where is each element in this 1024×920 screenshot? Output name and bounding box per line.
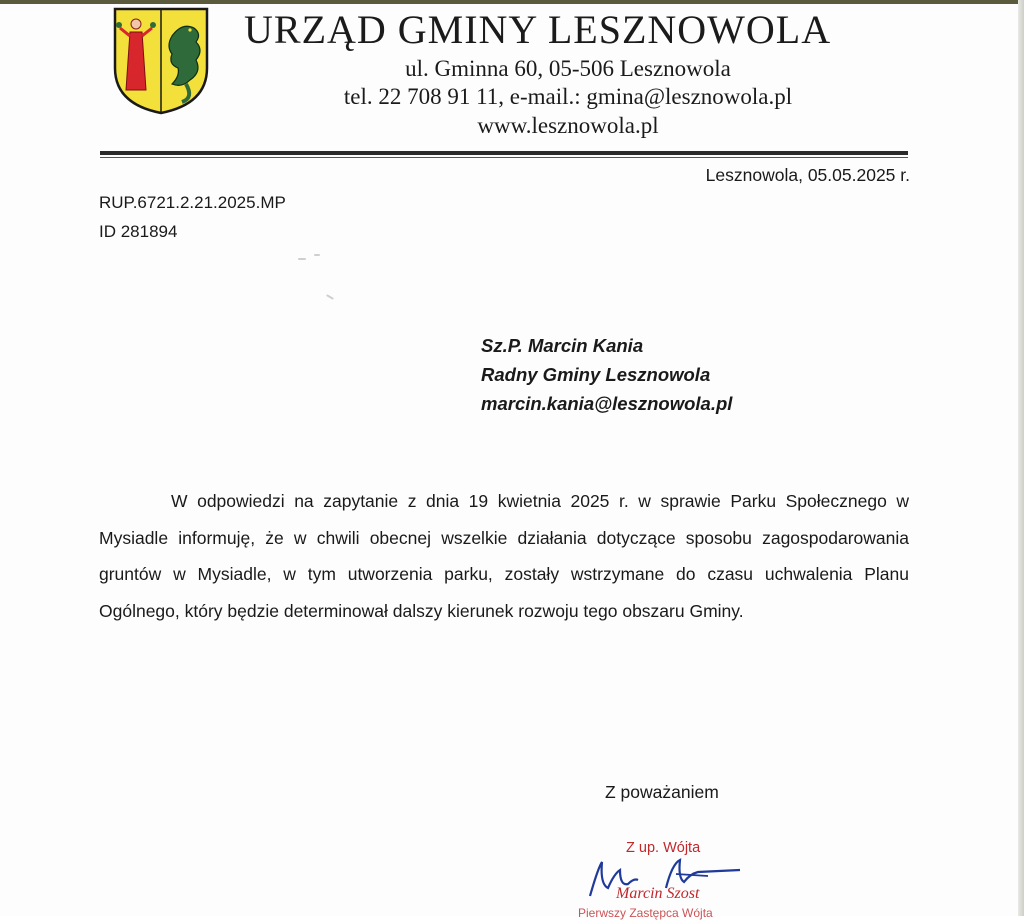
office-name: URZĄD GMINY LESZNOWOLA <box>244 7 832 52</box>
letter-body: W odpowiedzi na zapytanie z dnia 19 kwietnia 2025 r. w sprawie Parku Społecznego w Mysiadle informuję, że w chwili obecnej wszelkie działania dotyczące sposobu zagospodarowania gruntów w Mysiadle, w tym utworzenia parku, zostały wstrzymane do czasu uchwalenia Planu Ogólnego, który będzie determinował dalszy kierunek rozwoju tego obszaru Gminy. <box>99 491 909 621</box>
signatory-name: Marcin Szost <box>616 885 700 902</box>
office-website: www.lesznowola.pl <box>477 113 659 138</box>
addressee-email: marcin.kania@lesznowola.pl <box>481 393 733 414</box>
reference-number: RUP.6721.2.21.2025.MP <box>99 193 286 212</box>
on-behalf-stamp: Z up. Wójta <box>626 840 701 856</box>
header-divider-thin <box>100 157 908 158</box>
office-address: ul. Gminna 60, 05-506 Lesznowola <box>405 56 731 81</box>
scan-artifact <box>314 254 320 256</box>
addressee-name: Sz.P. Marcin Kania <box>481 335 644 356</box>
top-border-stripe <box>0 0 1024 4</box>
scan-artifact <box>298 258 306 260</box>
scan-artifact <box>326 294 334 300</box>
closing-phrase: Z poważaniem <box>605 782 719 802</box>
addressee-title: Radny Gminy Lesznowola <box>481 364 711 385</box>
place-and-date: Lesznowola, 05.05.2025 r. <box>705 165 910 185</box>
header-divider <box>100 151 908 155</box>
signatory-role: Pierwszy Zastępca Wójta <box>578 906 713 920</box>
document-id: ID 281894 <box>99 222 178 241</box>
office-contact: tel. 22 708 91 11, e-mail.: gmina@lesznowola.pl <box>343 84 793 109</box>
